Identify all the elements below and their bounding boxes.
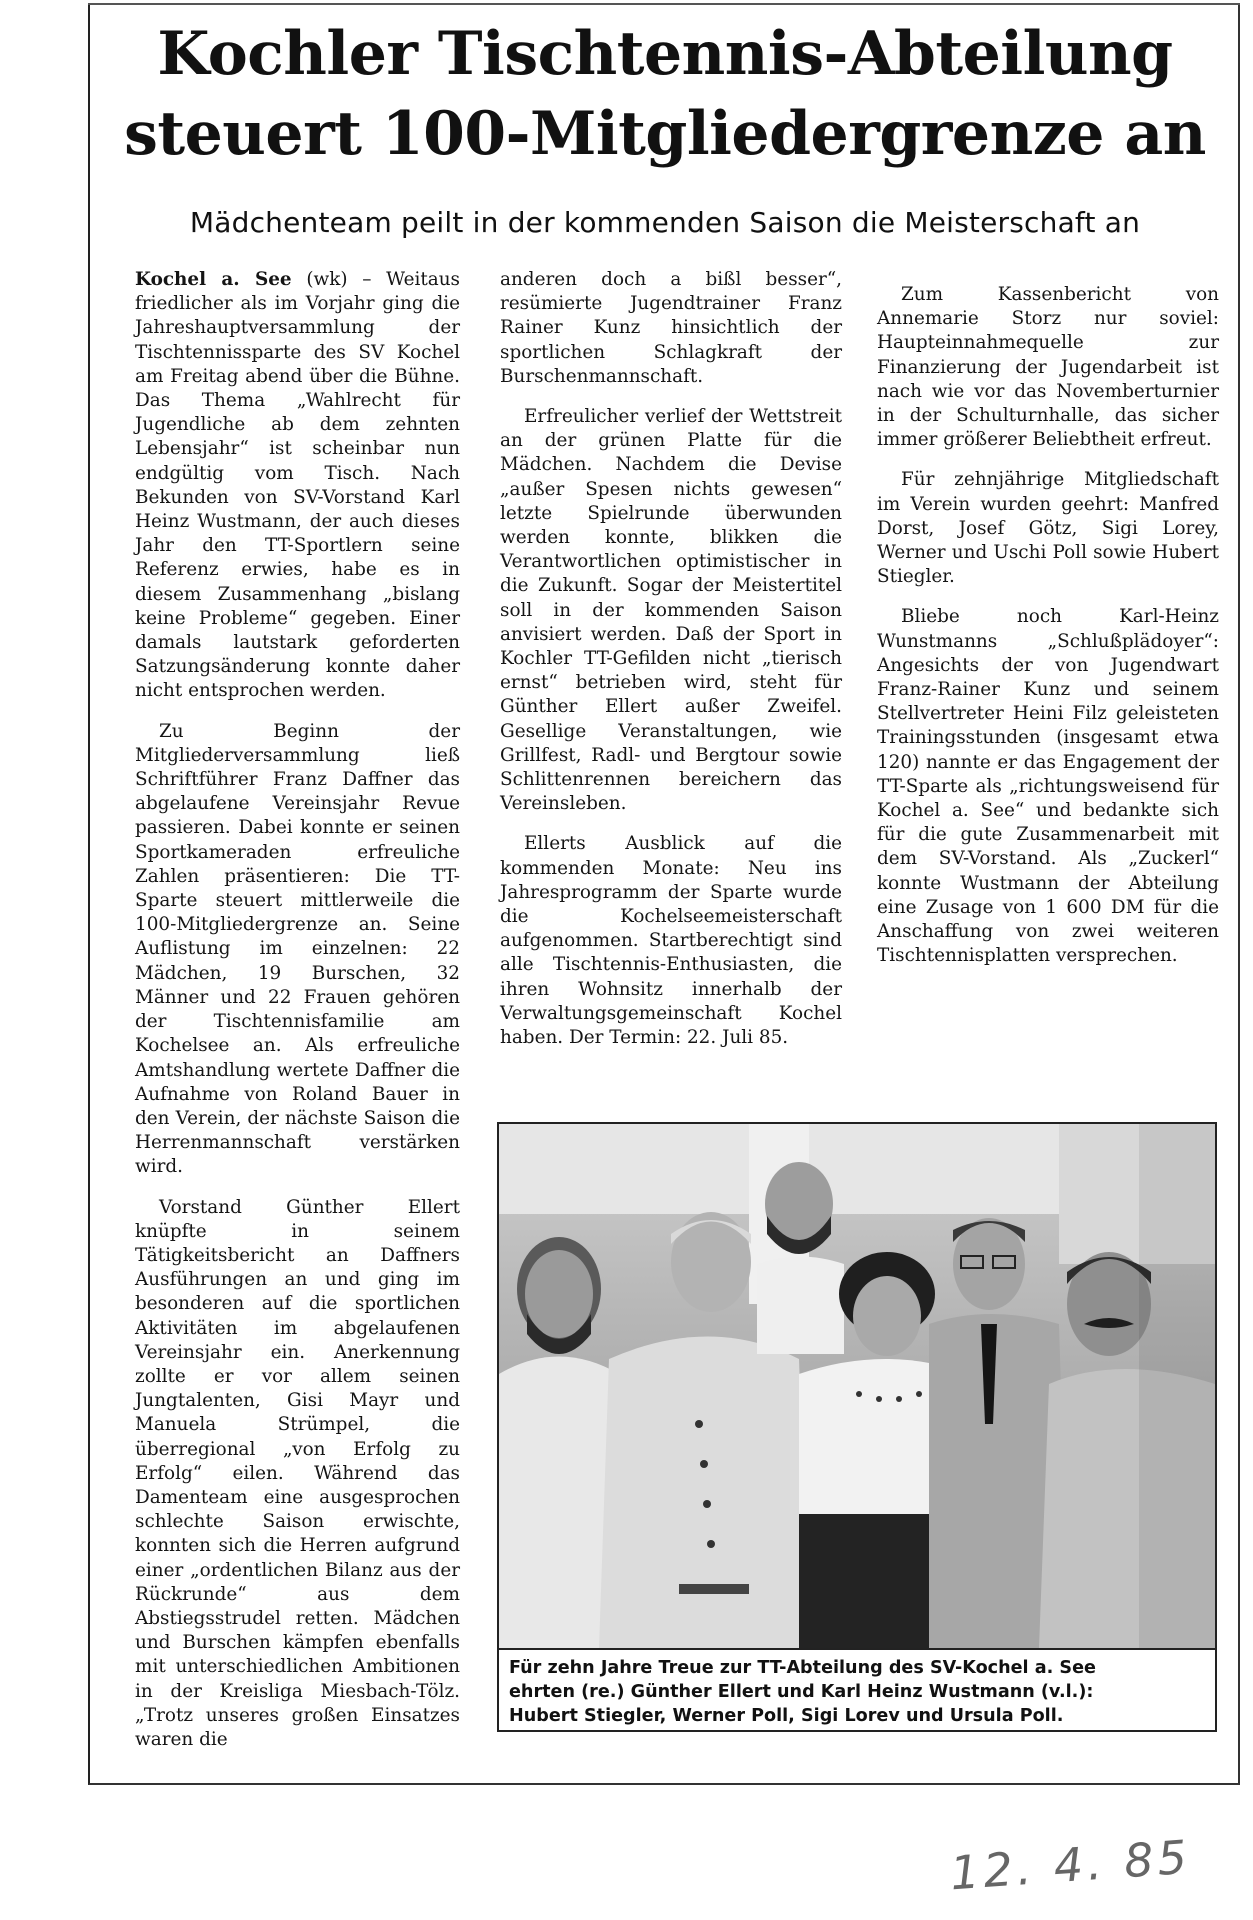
article-column-2 (500, 268, 842, 1066)
paragraph: Zum Kassenbericht von Annemarie Storz nur soviel: Haupteinnahmequelle zur Finanzierung der Jugendarbeit ist nach wie vor das Novemberturnier in der Schulturnhalle, das sicher immer größerer Beliebtheit erfreut. (877, 284, 1219, 451)
paragraph: Zu Beginn der Mitgliederversammlung ließ Schriftführer Franz Daffner das abgelaufene Vereinsjahr Revue passieren. Dabei konnte er seinen Sportkameraden erfreuliche Zahlen präsentieren: Die TT-Sparte steuert mittlerweile die 100-Mitgliedergrenze an. Seine Auflistung im einzelnen: 22 Mädchen, 19 Burschen, 32 Männer und 22 Frauen gehören der Tischtennisfamilie am Kochelsee an. Als erfreuliche Amtshandlung wertete Daffner die Aufnahme von Roland Bauer in den Verein, der nächste Saison die Herrenmannschaft verstärken wird. (135, 720, 460, 1178)
photo-caption (497, 1650, 1217, 1732)
paragraph: Erfreulicher verlief der Wettstreit an der grünen Platte für die Mädchen. Nachdem die Devise „außer Spesen nichts gewesen“ letzte Spielrunde überwunden werden konnte, blikken die Verantwortlichen optimistischer in die Zukunft. Sogar der Meistertitel soll in der kommenden Saison anvisiert werden. Daß der Sport in Kochler TT-Gefilden nicht „tierisch ernst“ betrieben wird, steht für Günther Ellert außer Zweifel. Gesellige Veranstaltungen, wie Grillfest, Radl- und Bergtour sowie Schlittenrennen bereichern das Vereinsleben. (500, 406, 842, 815)
caption-line-2: ehrten (re.) Günther Ellert und Karl Heinz Wustmann (v.l.): (509, 1682, 1094, 1702)
paragraph: Für zehnjährige Mitgliedschaft im Verein wurden geehrt: Manfred Dorst, Josef Götz, Sigi Lorey, Werner und Uschi Poll sowie Hubert Stiegler. (877, 469, 1219, 588)
paragraph-text: (wk) – Weitaus friedlicher als im Vorjahr ging die Jahreshauptversammlung der Tischtennissparte des SV Kochel am Freitag abend über die Bühne. Das Thema „Wahlrecht für Jugendliche ab dem zehnten Lebensjahr“ ist scheinbar nun endgültig vom Tisch. Nach Bekunden von SV-Vorstand Karl Heinz Wustmann, der auch dieses Jahr den TT-Sportlern seine Referenz erwies, habe es in diesem Zusammenhang „bislang keine Probleme“ gegeben. Einer damals lautstark geforderten Satzungsänderung konnte daher nicht entsprochen werden. (135, 269, 460, 702)
headline-line-1: Kochler Tischtennis-Abteilung (157, 19, 1173, 89)
paragraph: Vorstand Günther Ellert knüpfte in seinem Tätigkeitsbericht an Daffners Ausführungen an und ging im besonderen auf die sportlichen Aktivitäten im abgelaufenen Vereinsjahr ein. Anerkennung zollte er vor allem seinen Jungtalenten, Gisi Mayr und Manuela Strümpel, die überregional „von Erfolg zu Erfolg“ eilen. Während das Damenteam eine ausgesprochen schlechte Saison erwischte, konnten sich die Herren aufgrund einer „ordentlichen Bilanz aus der Rückrunde“ aus dem Abstiegsstrudel retten. Mädchen und Burschen kämpfen ebenfalls mit unterschiedlichen Ambitionen in der Kreisliga Miesbach-Tölz. „Trotz unseres großen Einsatzes waren die (135, 1196, 460, 1750)
headline-line-2: steuert 100-Mitgliedergrenze an (124, 99, 1206, 169)
article-column-3 (877, 283, 1219, 984)
paragraph: anderen doch a bißl besser“, resümierte Jugendtrainer Franz Rainer Kunz hinsichtlich der sportlichen Schlagkraft der Burschenmannschaft. (500, 269, 842, 387)
paragraph: Ellerts Ausblick auf die kommenden Monate: Neu ins Jahresprogramm der Sparte wurde die Kochelseemeisterschaft aufgenommen. Startberechtigt sind alle Tischtennis-Enthusiasten, die ihren Wohnsitz innerhalb der Verwaltungsgemeinschaft Kochel haben. Der Termin: 22. Juli 85. (500, 833, 842, 1049)
subheadline: Mädchenteam peilt in der kommenden Saison die Meisterschaft an (189, 206, 1141, 239)
dateline: Kochel a. See (135, 269, 292, 290)
handwritten-date: 12. 4. 85 (948, 1829, 1193, 1901)
paragraph: Bliebe noch Karl-Heinz Wunstmanns „Schlußplädoyer“: Angesichts der von Jugendwart Franz-Rainer Kunz und seinem Stellvertreter Heini Filz geleisteten Trainingsstunden (insgesamt etwa 120) nannte er das Engagement der TT-Sparte als „richtungsweisend für Kochel a. See“ und bedankte sich für die gute Zusammenarbeit mit dem SV-Vorstand. Als „Zuckerl“ konnte Wustmann der Abteilung eine Zusage von 1 600 DM für die Anschaffung von zwei weiteren Tischtennisplatten versprechen. (877, 606, 1219, 967)
article-column-1 (135, 268, 460, 1768)
photo-image (499, 1124, 1215, 1648)
caption-line-3: Hubert Stiegler, Werner Poll, Sigi Lorev und Ursula Poll. (509, 1706, 1064, 1726)
headline (95, 14, 1235, 174)
caption-line-1: Für zehn Jahre Treue zur TT-Abteilung des SV-Kochel a. See (509, 1658, 1096, 1678)
paragraph (135, 268, 460, 704)
group-photo (497, 1122, 1217, 1650)
